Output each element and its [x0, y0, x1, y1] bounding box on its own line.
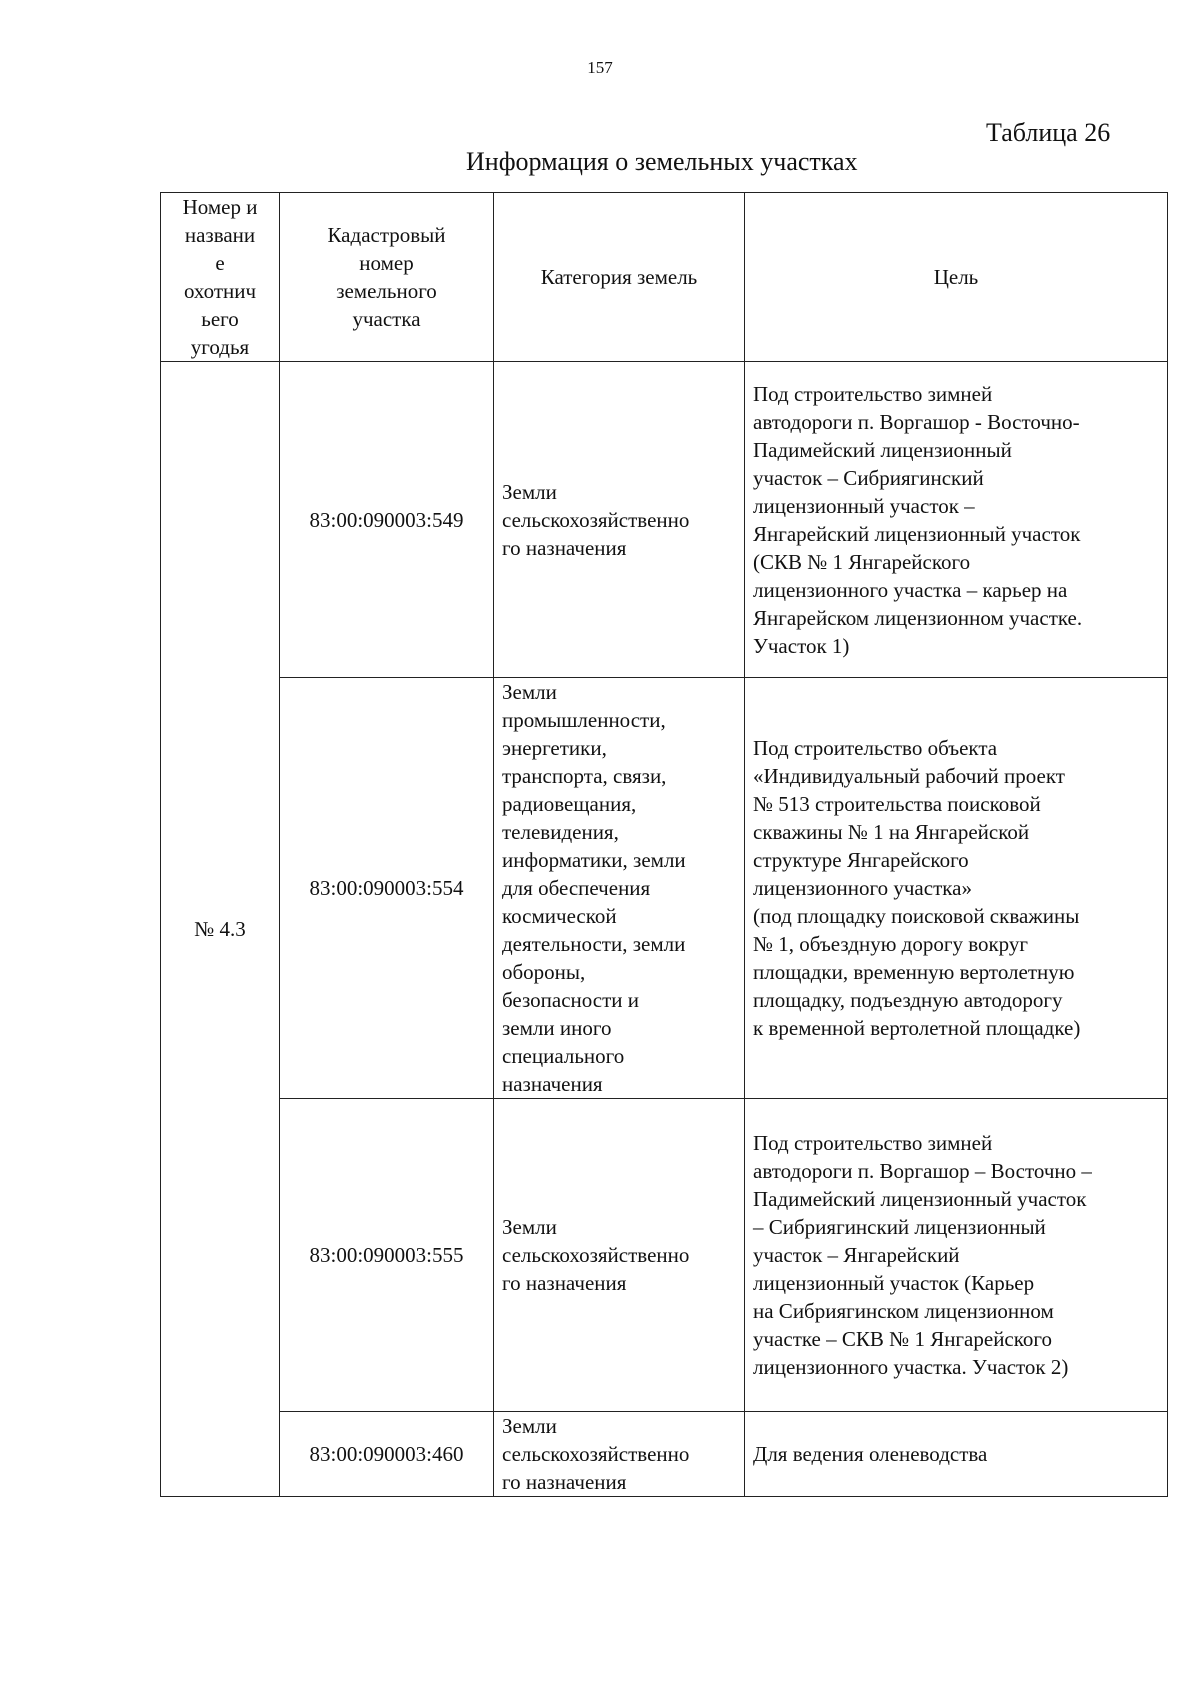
purpose-cell: Под строительство объекта «Индивидуальный рабочий проект № 513 строительства поисковой скважины № 1 на Янгарейской структуре Янгарейского лицензионного участка» (под площадку поисковой скважины № 1, объездную дорогу вокруг площадки, временную вертолетную площадку, подъездную автодорогу к временной вертолетной площадке) — [745, 678, 1168, 1099]
purpose-cell: Под строительство зимней автодороги п. Воргашор - Восточно- Падимейский лицензионный участок – Сибриягинский лицензионный участок – Янгарейский лицензионный участок (СКВ № 1 Янгарейского лицензионного участка – карьер на Янгарейском лицензионном участке. Участок 1) — [745, 362, 1168, 678]
land-category-cell: Земли промышленности, энергетики, транспорта, связи, радиовещания, телевидения, информатики, земли для обеспечения космической деятельности, земли обороны, безопасности и земли иного специального назначения — [494, 678, 745, 1099]
table-title: Информация о земельных участках — [466, 147, 858, 176]
land-category-cell: Земли сельскохозяйственно го назначения — [494, 362, 745, 678]
land-category-cell: Земли сельскохозяйственно го назначения — [494, 1412, 745, 1497]
cadastral-number-cell: 83:00:090003:460 — [280, 1412, 494, 1497]
header-cadastral-number: Кадастровый номер земельного участка — [280, 193, 494, 362]
table-row — [161, 1412, 1168, 1497]
land-plots-table-wrapper — [160, 192, 1168, 1497]
header-land-category: Категория земель — [494, 193, 745, 362]
header-purpose: Цель — [745, 193, 1168, 362]
table-row — [161, 678, 1168, 1099]
cadastral-number-cell: 83:00:090003:555 — [280, 1099, 494, 1412]
purpose-cell: Для ведения оленеводства — [745, 1412, 1168, 1497]
table-row — [161, 1099, 1168, 1412]
cadastral-number-cell: 83:00:090003:549 — [280, 362, 494, 678]
table-row — [161, 362, 1168, 678]
purpose-cell: Под строительство зимней автодороги п. Воргашор – Восточно – Падимейский лицензионный участок – Сибриягинский лицензионный участок – Янгарейский лицензионный участок (Карьер на Сибриягинском лицензионном участке – СКВ № 1 Янгарейского лицензионного участка. Участок 2) — [745, 1099, 1168, 1412]
header-hunting-ground: Номер и названи е охотнич ьего угодья — [161, 193, 280, 362]
hunting-ground-number: № 4.3 — [161, 362, 280, 1497]
page-number: 157 — [587, 58, 613, 77]
table-label: Таблица 26 — [986, 118, 1111, 147]
cadastral-number-cell: 83:00:090003:554 — [280, 678, 494, 1099]
land-category-cell: Земли сельскохозяйственно го назначения — [494, 1099, 745, 1412]
table-header-row — [161, 193, 1168, 362]
land-plots-table — [160, 192, 1168, 1497]
